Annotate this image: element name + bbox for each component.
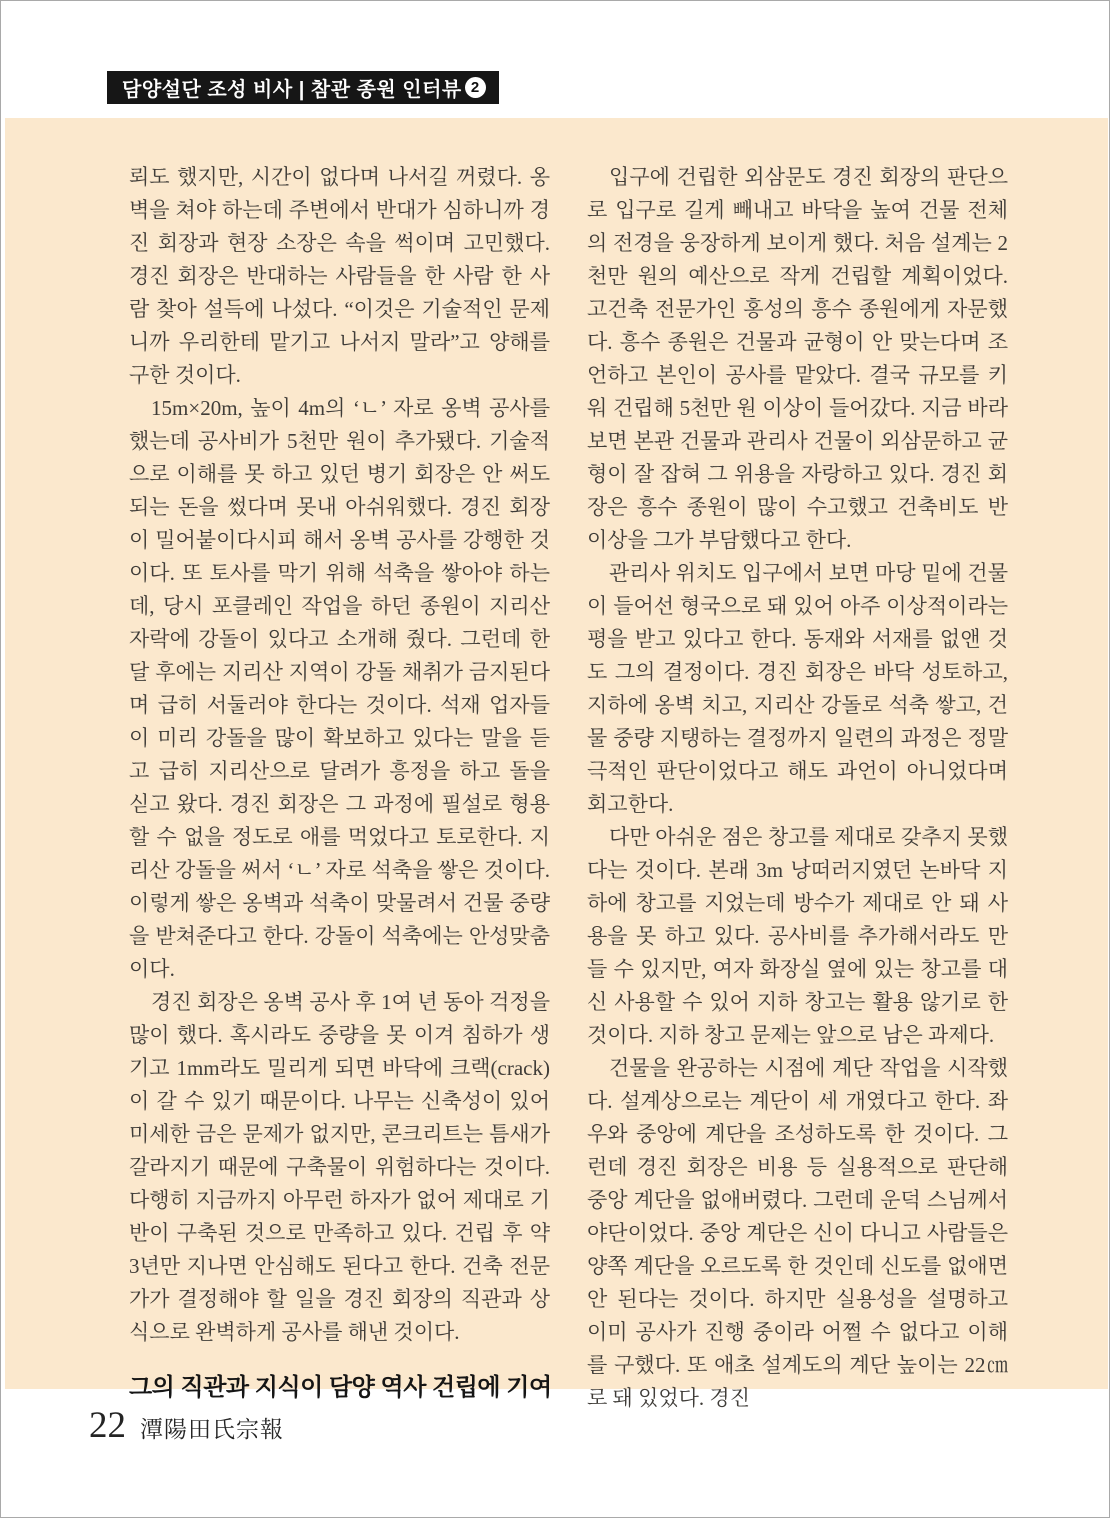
paragraph: 건물을 완공하는 시점에 계단 작업을 시작했다. 설계상으로는 계단이 세 개였다고 한다. 좌우와 중앙에 계단을 조성하도록 한 것이다. 그런데 경진 회장은 비용 등 실용적으로 판단해 중앙 계단을 없애버렸다. 그런데 운덕 스님께서 야단이었다. 중앙 계단은 신이 다니고 사람들은 양쪽 계단을 오르도록 한 것인데 신도를 없애면 안 된다는 것이다. 하지만 실용성을 설명하고 이미 공사가 진행 중이라 어쩔 수 없다고 이해를 구했다. 또 애초 설계도의 계단 높이는 22㎝로 돼 있었다. 경진 bbox=[587, 1056, 1008, 1410]
page-footer bbox=[89, 1407, 284, 1444]
section-header-bar bbox=[107, 71, 499, 104]
page-number: 22 bbox=[89, 1405, 126, 1446]
left-column bbox=[129, 161, 550, 1415]
publication-name: 潭陽田氏宗報 bbox=[140, 1417, 284, 1442]
right-column bbox=[587, 161, 1008, 1415]
paragraph: 뢰도 했지만, 시간이 없다며 나서길 꺼렸다. 옹벽을 쳐야 하는데 주변에서 반대가 심하니까 경진 회장과 현장 소장은 속을 썩이며 고민했다. 경진 회장은 반대하는 사람들을 한 사람 한 사람 찾아 설득에 나섰다. “이것은 기술적인 문제니까 우리한테 맡기고 나서지 말라”고 양해를 구한 것이다. bbox=[129, 165, 550, 387]
paragraph: 경진 회장은 옹벽 공사 후 1여 년 동아 걱정을 많이 했다. 혹시라도 중량을 못 이겨 침하가 생기고 1mm라도 밀리게 되면 바닥에 크랙(crack)이 갈 수 있기 때문이다. 나무는 신축성이 있어 미세한 금은 문제가 없지만, 콘크리트는 틈새가 갈라지기 때문에 구축물이 위험하다는 것이다. 다행히 지금까지 아무런 하자가 없어 제대로 기반이 구축된 것으로 만족하고 있다. 건립 후 약 3년만 지나면 안심해도 된다고 한다. 건축 전문가가 결정해야 할 일을 경진 회장의 직관과 상식으로 완벽하게 공사를 해낸 것이다. bbox=[129, 990, 550, 1344]
paragraph: 입구에 건립한 외삼문도 경진 회장의 판단으로 입구로 길게 빼내고 바닥을 높여 건물 전체의 전경을 웅장하게 보이게 했다. 처음 설계는 2천만 원의 예산으로 작게 건립할 계획이었다. 고건축 전문가인 홍성의 흥수 종원에게 자문했다. 흥수 종원은 건물과 균형이 안 맞는다며 조언하고 본인이 공사를 맡았다. 결국 규모를 키워 건립해 5천만 원 이상이 들어갔다. 지금 바라보면 본관 건물과 관리사 건물이 외삼문하고 균형이 잘 잡혀 그 위용을 자랑하고 있다. 경진 회장은 흥수 종원이 많이 수고했고 건축비도 반 이상을 그가 부담했다고 한다. bbox=[587, 165, 1008, 552]
paragraph: 다만 아쉬운 점은 창고를 제대로 갖추지 못했다는 것이다. 본래 3m 낭떠러지였던 논바닥 지하에 창고를 지었는데 방수가 제대로 안 돼 사용을 못 하고 있다. 공사비를 추가해서라도 만들 수 있지만, 여자 화장실 옆에 있는 창고를 대신 사용할 수 있어 지하 창고는 활용 않기로 한 것이다. 지하 창고 문제는 앞으로 남은 과제다. bbox=[587, 825, 1008, 1047]
section-header-title: 담양설단 조성 비사 | 참관 종원 인터뷰 bbox=[122, 79, 462, 101]
paragraph: 관리사 위치도 입구에서 보면 마당 밑에 건물이 들어선 형국으로 돼 있어 아주 이상적이라는 평을 받고 있다고 한다. 동재와 서재를 없앤 것도 그의 결정이다. 경진 회장은 바닥 성토하고, 지하에 옹벽 치고, 지리산 강돌로 석축 쌓고, 건물 중량 지탱하는 결정까지 일련의 과정은 정말 극적인 판단이었다고 해도 과언이 아니었다며 회고한다. bbox=[587, 561, 1008, 816]
article-columns bbox=[129, 161, 1008, 1415]
section-heading: 그의 직관과 지식이 담양 역사 건립에 기여 bbox=[129, 1374, 552, 1401]
paragraph: 15m×20m, 높이 4m의 ‘ㄴ’ 자로 옹벽 공사를 했는데 공사비가 5천만 원이 추가됐다. 기술적으로 이해를 못 하고 있던 병기 회장은 안 써도 되는 돈을 썼다며 못내 아쉬워했다. 경진 회장이 밀어붙이다시피 해서 옹벽 공사를 강행한 것이다. 또 토사를 막기 위해 석축을 쌓아야 하는데, 당시 포클레인 작업을 하던 종원이 지리산 자락에 강돌이 있다고 소개해 줬다. 그런데 한 달 후에는 지리산 지역이 강돌 채취가 금지된다며 급히 서둘러야 한다는 것이다. 석재 업자들이 미리 강돌을 많이 확보하고 있다는 말을 듣고 급히 지리산으로 달려가 흥정을 하고 돌을 싣고 왔다. 경진 회장은 그 과정에 필설로 형용할 수 없을 정도로 애를 먹었다고 토로한다. 지리산 강돌을 써서 ‘ㄴ’ 자로 석축을 쌓은 것이다. 이렇게 쌓은 옹벽과 석축이 맞물려서 건물 중량을 받쳐준다고 한다. 강돌이 석축에는 안성맞춤이다. bbox=[129, 396, 550, 981]
circled-number-icon: 2 bbox=[465, 77, 486, 98]
